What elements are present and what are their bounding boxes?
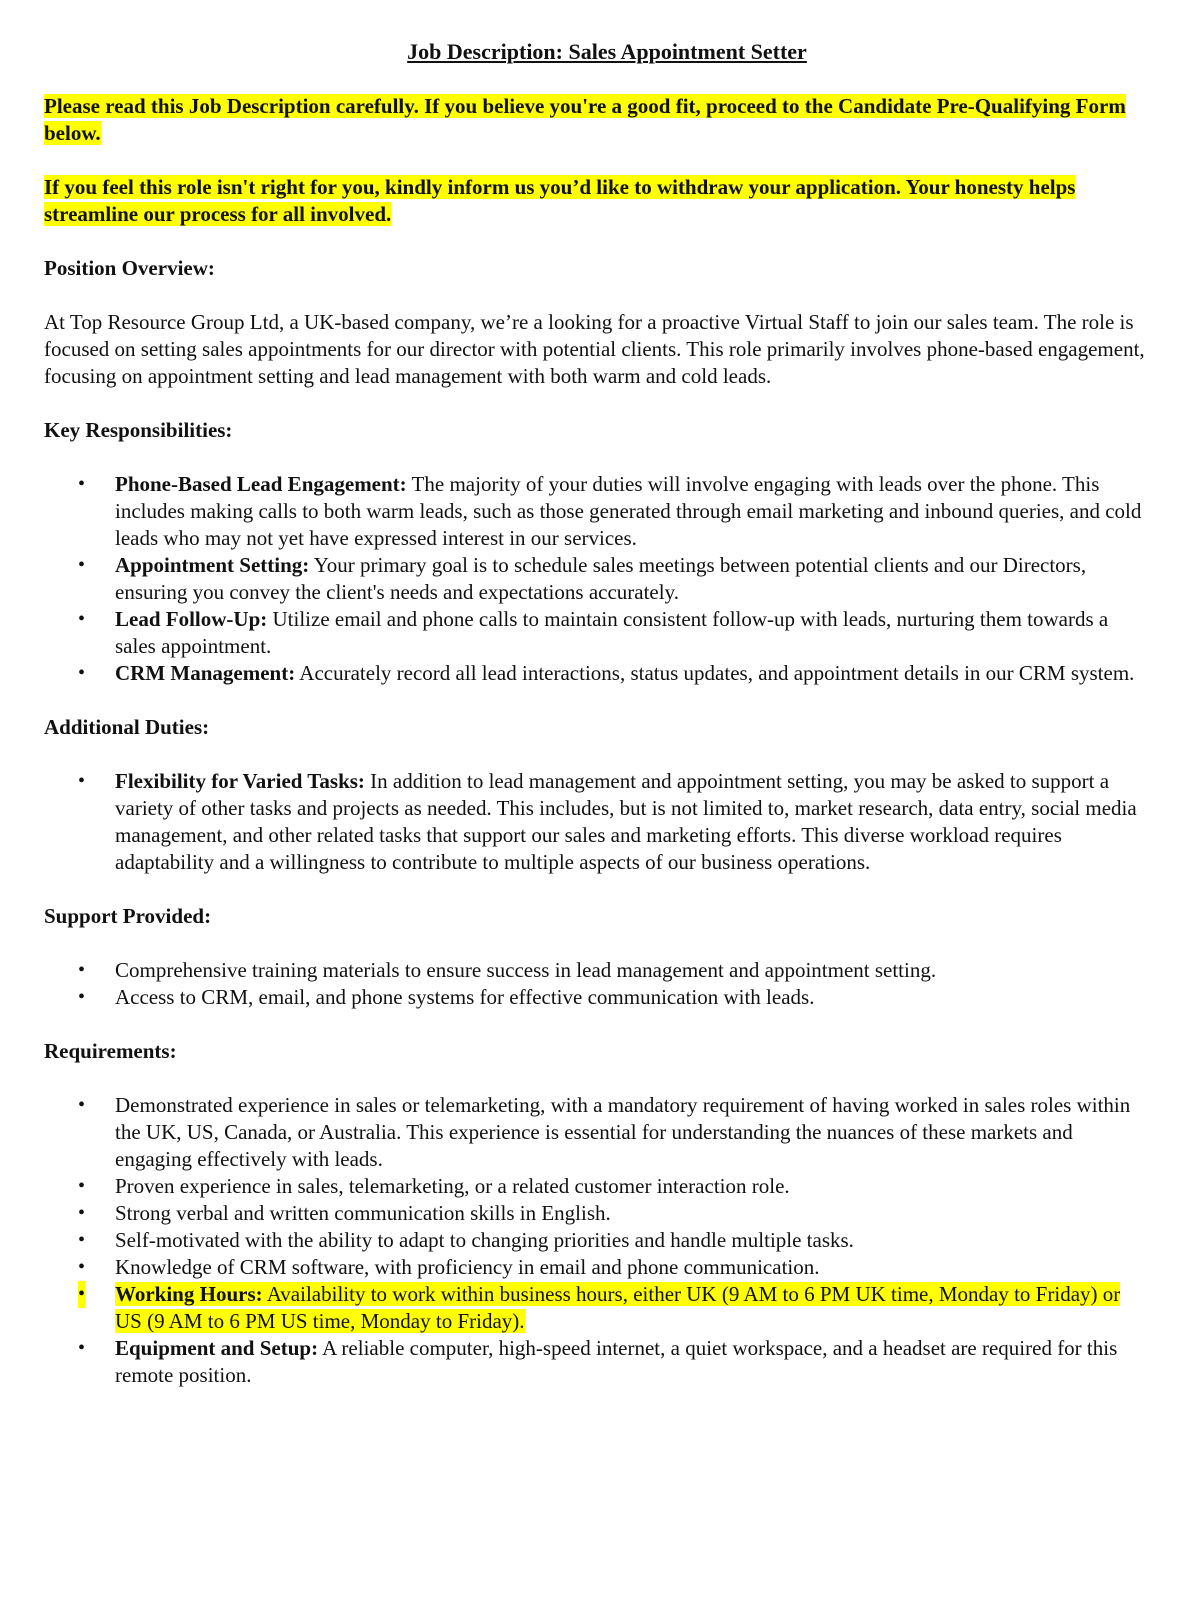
item-label: Phone-Based Lead Engagement: <box>115 472 407 496</box>
item-label: Appointment Setting: <box>115 553 310 577</box>
item-text: Accurately record all lead interactions, status updates, and appointment details in our CRM system. <box>295 661 1135 685</box>
item-text: Knowledge of CRM software, with proficiency in email and phone communication. <box>115 1255 820 1279</box>
item-text: Utilize email and phone calls to maintain consistent follow-up with leads, nurturing them towards a sales appointment. <box>115 607 1109 658</box>
item-text: Proven experience in sales, telemarketing, or a related customer interaction role. <box>115 1174 790 1198</box>
list-item <box>44 1335 1150 1389</box>
bullet-icon: • <box>78 1094 86 1116</box>
section-heading-requirements: Requirements: <box>44 1039 177 1063</box>
list-item <box>44 768 1150 876</box>
responsibilities-list <box>44 471 1150 687</box>
list-item <box>44 471 1150 552</box>
list-item <box>44 1173 1150 1200</box>
notice-text: If you feel this role isn't right for you, kindly inform us you’d like to withdraw your application. Your honesty helps streamline our process for all involved. <box>44 175 1076 226</box>
bullet-icon: • <box>78 770 86 792</box>
bullet-icon: • <box>78 1229 86 1251</box>
list-item <box>44 1200 1150 1227</box>
item-text: The majority of your duties will involve engaging with leads over the phone. This includes making calls to both warm leads, such as those generated through email marketing and inbound queries, and cold leads who may not yet have expressed interest in our services. <box>115 472 1142 550</box>
item-text: Strong verbal and written communication skills in English. <box>115 1201 611 1225</box>
bullet-icon: • <box>78 1175 86 1197</box>
item-label: Lead Follow-Up: <box>115 607 268 631</box>
item-text: Access to CRM, email, and phone systems for effective communication with leads. <box>115 985 815 1009</box>
bullet-icon: • <box>78 986 86 1008</box>
list-item <box>44 1092 1150 1173</box>
bullet-icon: • <box>78 554 86 576</box>
item-text: Comprehensive training materials to ensure success in lead management and appointment setting. <box>115 958 937 982</box>
bullet-icon: • <box>78 1281 85 1308</box>
list-item <box>44 1227 1150 1254</box>
requirements-list <box>44 1092 1150 1389</box>
support-list <box>44 957 1150 1011</box>
item-text: Self-motivated with the ability to adapt to changing priorities and handle multiple tasks. <box>115 1228 854 1252</box>
item-label: Working Hours: <box>115 1282 263 1306</box>
item-text: Availability to work within business hours, either UK (9 AM to 6 PM UK time, Monday to Friday) or US (9 AM to 6 PM US time, Monday to Friday). <box>115 1282 1121 1333</box>
additional-duties-list <box>44 768 1150 876</box>
bullet-icon: • <box>78 608 86 630</box>
list-item <box>44 1254 1150 1281</box>
section-heading-support: Support Provided: <box>44 904 212 928</box>
item-label: Flexibility for Varied Tasks: <box>115 769 365 793</box>
bullet-icon: • <box>78 1337 86 1359</box>
item-text: Your primary goal is to schedule sales meetings between potential clients and our Directors, ensuring you convey the client's needs and expectations accurately. <box>115 553 1087 604</box>
notice-text: Please read this Job Description carefully. If you believe you're a good fit, proceed to the Candidate Pre-Qualifying Form below. <box>44 94 1126 145</box>
section-heading-responsibilities: Key Responsibilities: <box>44 418 233 442</box>
list-item <box>44 606 1150 660</box>
item-label: CRM Management: <box>115 661 296 685</box>
item-text: Demonstrated experience in sales or telemarketing, with a mandatory requirement of having worked in sales roles within the UK, US, Canada, or Australia. This experience is essential for understanding the nuances of these markets and engaging effectively with leads. <box>115 1093 1131 1171</box>
section-heading-overview: Position Overview: <box>44 256 215 280</box>
bullet-icon: • <box>78 959 86 981</box>
bullet-icon: • <box>78 473 86 495</box>
bullet-icon: • <box>78 1202 86 1224</box>
item-text: A reliable computer, high-speed internet, a quiet workspace, and a headset are required for this remote position. <box>115 1336 1118 1387</box>
list-item <box>44 984 1150 1011</box>
item-label: Equipment and Setup: <box>115 1336 319 1360</box>
document-title: Job Description: Sales Appointment Setter <box>407 39 807 64</box>
list-item <box>44 552 1150 606</box>
notice-withdraw <box>44 174 1150 228</box>
bullet-icon: • <box>78 1256 86 1278</box>
list-item <box>44 660 1150 687</box>
notice-read-carefully <box>44 93 1150 147</box>
bullet-icon: • <box>78 662 86 684</box>
item-text: In addition to lead management and appointment setting, you may be asked to support a variety of other tasks and projects as needed. This includes, but is not limited to, market research, data entry, social media management, and other related tasks that support our sales and marketing efforts. This diverse workload requires adaptability and a willingness to contribute to multiple aspects of our business operations. <box>115 769 1137 874</box>
list-item-working-hours <box>44 1281 1150 1335</box>
overview-paragraph: At Top Resource Group Ltd, a UK-based company, we’re a looking for a proactive Virtual Staff to join our sales team. The role is focused on setting sales appointments for our director with potential clients. This role primarily involves phone-based engagement, focusing on appointment setting and lead management with both warm and cold leads. <box>44 310 1145 388</box>
list-item <box>44 957 1150 984</box>
section-heading-additional-duties: Additional Duties: <box>44 715 210 739</box>
